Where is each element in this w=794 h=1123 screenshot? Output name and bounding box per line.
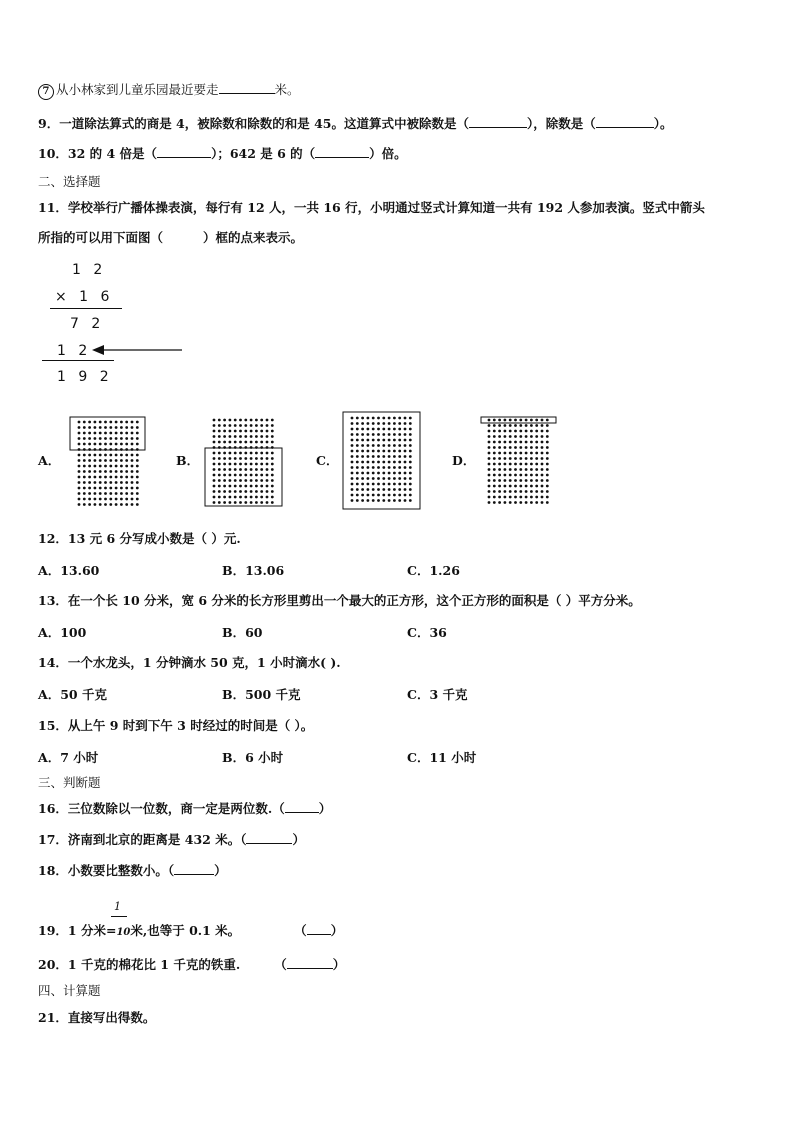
dot-grid-option-c[interactable] bbox=[340, 410, 424, 512]
calc-row-3: 7 2 bbox=[70, 316, 105, 332]
option-c[interactable]: C．1.26 bbox=[407, 563, 460, 578]
section-heading-choice: 二、选择题 bbox=[38, 174, 101, 189]
dot-grid-option-d[interactable] bbox=[476, 414, 560, 510]
arrow-left-icon bbox=[92, 343, 184, 357]
paren-close: ） bbox=[318, 801, 332, 816]
q7-unit: 米。 bbox=[274, 82, 300, 97]
q9-text: 一道除法算式的商是 4，被除数和除数的和是 45。这道算式中被除数是（ bbox=[59, 116, 470, 131]
section-heading-judge: 三、判断题 bbox=[38, 775, 101, 790]
answer-blank[interactable] bbox=[285, 801, 319, 813]
q16-text: 16．三位数除以一位数，商一定是两位数.（ bbox=[38, 801, 285, 816]
question-20 bbox=[38, 957, 345, 973]
answer-blank[interactable] bbox=[174, 863, 214, 875]
dot-matrix bbox=[351, 417, 412, 502]
q20-text: 20．1 千克的棉花比 1 千克的铁重. bbox=[38, 957, 241, 972]
fraction-numerator: 1 bbox=[114, 900, 121, 913]
circled-number-marker: 7 bbox=[38, 84, 54, 100]
dot-matrix bbox=[488, 419, 549, 504]
paren-close: ） bbox=[330, 923, 344, 938]
question-11 bbox=[38, 200, 705, 216]
question-21: 21．直接写出得数。 bbox=[38, 1010, 156, 1025]
dot-grid-option-a[interactable] bbox=[66, 414, 150, 510]
dot-grid-option-b[interactable] bbox=[202, 414, 286, 510]
question-16 bbox=[38, 801, 331, 817]
calc-row-1: 1 2 bbox=[72, 262, 107, 278]
option-b[interactable]: B．500 千克 bbox=[222, 687, 301, 702]
q9-text-3: ）。 bbox=[653, 116, 673, 131]
paren-open: （ bbox=[274, 957, 287, 972]
fraction-denominator: 10 bbox=[116, 927, 131, 938]
option-label-d[interactable]: D． bbox=[452, 453, 476, 468]
fraction-bar bbox=[111, 916, 127, 917]
question-17 bbox=[38, 832, 305, 848]
question-number: 11． bbox=[38, 200, 68, 215]
dot-matrix bbox=[78, 421, 139, 506]
q11-text-3: ）框的点来表示。 bbox=[203, 230, 304, 245]
option-c[interactable]: C．11 小时 bbox=[407, 750, 477, 765]
calc-rule bbox=[42, 360, 114, 361]
option-c[interactable]: C．3 千克 bbox=[407, 687, 468, 702]
answer-blank[interactable] bbox=[246, 832, 292, 844]
option-a[interactable]: A．7 小时 bbox=[38, 750, 99, 765]
q18-text: 18．小数要比整数小。（ bbox=[38, 863, 175, 878]
option-a[interactable]: A．100 bbox=[38, 625, 87, 640]
q17-text: 17．济南到北京的距离是 432 米。（ bbox=[38, 832, 247, 847]
answer-blank[interactable] bbox=[287, 957, 333, 969]
answer-blank[interactable] bbox=[219, 82, 275, 94]
paren-close: ） bbox=[214, 863, 227, 878]
question-9 bbox=[38, 116, 673, 132]
q11-text: 学校举行广播体操表演，每行有 12 人，一共 16 行，小明通过竖式计算知道一共有 192 人参加表演。竖式中箭头 bbox=[67, 200, 705, 215]
question-number: 19． bbox=[38, 923, 68, 938]
section-heading-calc: 四、计算题 bbox=[38, 983, 101, 998]
calc-row-4: 1 2 bbox=[57, 343, 92, 359]
q10-text-2: ）；642 是 6 的（ bbox=[211, 146, 316, 161]
answer-blank[interactable] bbox=[307, 923, 331, 935]
question-12: 12．13 元 6 分写成小数是（ ）元. bbox=[38, 531, 241, 546]
question-14: 14．一个水龙头，1 分钟滴水 50 克，1 小时滴水( ). bbox=[38, 655, 341, 670]
option-label-b[interactable]: B． bbox=[176, 453, 200, 468]
option-a[interactable]: A．50 千克 bbox=[38, 687, 107, 702]
answer-blank-dividend[interactable] bbox=[469, 116, 527, 128]
q9-text-2: ），除数是（ bbox=[527, 116, 596, 131]
q7-text: 从小林家到儿童乐园最近要走 bbox=[56, 82, 219, 97]
option-a[interactable]: A．13.60 bbox=[38, 563, 100, 578]
option-label-c[interactable]: C． bbox=[316, 453, 339, 468]
question-18 bbox=[38, 863, 227, 879]
q11-text-2: 所指的可以用下面图（ bbox=[38, 230, 164, 245]
answer-blank-divisor[interactable] bbox=[596, 116, 654, 128]
q19-text-2: 米,也等于 0.1 米。 bbox=[130, 923, 241, 938]
option-b[interactable]: B．60 bbox=[222, 625, 263, 640]
question-number: 10． bbox=[38, 146, 68, 161]
question-15: 15．从上午 9 时到下午 3 时经过的时间是（ ）。 bbox=[38, 718, 314, 733]
calc-rule bbox=[50, 308, 122, 309]
option-label-a[interactable]: A． bbox=[38, 453, 61, 468]
paren-close: ） bbox=[292, 832, 305, 847]
paren-close: ） bbox=[332, 957, 346, 972]
q10-text: 32 的 4 倍是（ bbox=[67, 146, 158, 161]
question-number: 9． bbox=[38, 116, 60, 131]
answer-blank[interactable] bbox=[315, 146, 369, 158]
dot-matrix bbox=[213, 419, 274, 504]
paren-open: （ bbox=[294, 923, 307, 938]
q10-text-3: ）倍。 bbox=[369, 146, 407, 161]
calc-row-2: × 1 6 bbox=[55, 289, 114, 305]
question-7 bbox=[38, 82, 300, 100]
option-b[interactable]: B．6 小时 bbox=[222, 750, 284, 765]
question-13: 13．在一个长 10 分米，宽 6 分米的长方形里剪出一个最大的正方形，这个正方形的面积是（ ）平方分米。 bbox=[38, 593, 641, 608]
question-19 bbox=[38, 923, 343, 941]
q19-text: 1 分米= bbox=[67, 923, 117, 938]
question-10 bbox=[38, 146, 407, 162]
calc-row-5: 1 9 2 bbox=[57, 369, 113, 385]
question-11-line2 bbox=[38, 230, 303, 246]
answer-blank[interactable] bbox=[157, 146, 211, 158]
option-b[interactable]: B．13.06 bbox=[222, 563, 285, 578]
option-c[interactable]: C．36 bbox=[407, 625, 447, 640]
